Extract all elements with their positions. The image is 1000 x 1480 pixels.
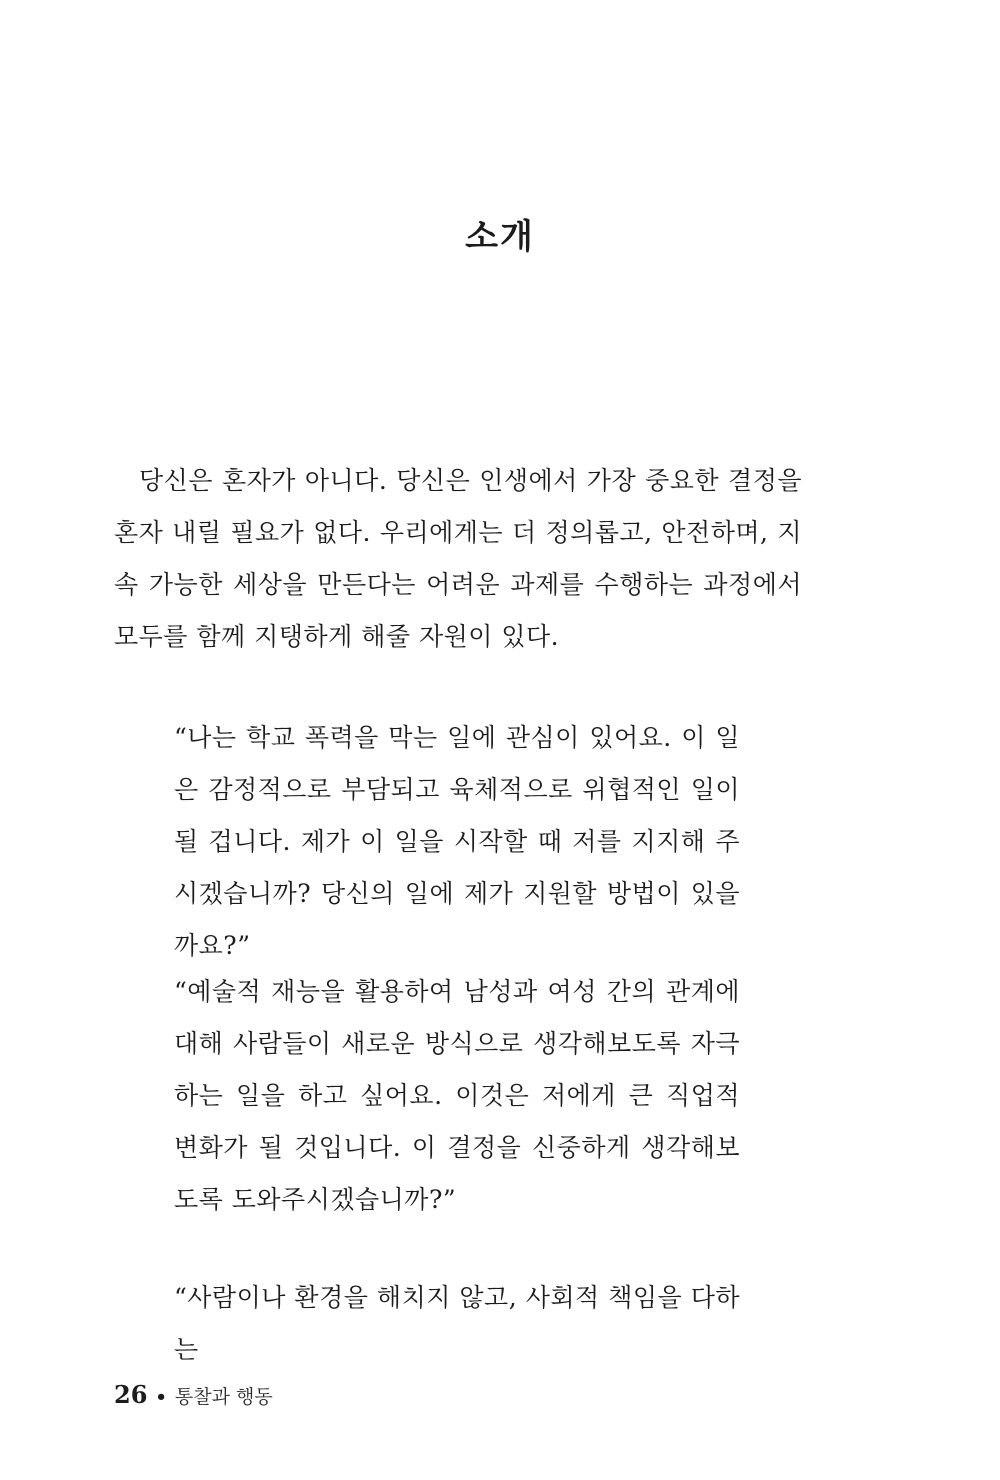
quote-social-responsibility: “사람이나 환경을 해치지 않고, 사회적 책임을 다하는: [174, 1283, 740, 1364]
quote-artistic-talent: “예술적 재능을 활용하여 남성과 여성 간의 관계에 대해 사람들이 새로운 방식으로 생각해보도록 자극하는 일을 하고 싶어요. 이것은 저에게 큰 직업적 변화가 될 것입니다. 이 결정을 신중하게 생각해보도록 도와주시겠습니까?”: [174, 977, 740, 1214]
intro-paragraph: 당신은 혼자가 아니다. 당신은 인생에서 가장 중요한 결정을 혼자 내릴 필요가 없다. 우리에게는 더 정의롭고, 안전하며, 지속 가능한 세상을 만든다는 어려운 과제를 수행하는 과정에서 모두를 함께 지탱하게 해줄 자원이 있다.: [114, 466, 802, 651]
quote-school-violence: “나는 학교 폭력을 막는 일에 관심이 있어요. 이 일은 감정적으로 부담되고 육체적으로 위협적인 일이 될 겁니다. 제가 이 일을 시작할 때 저를 지지해 주시겠습니까? 당신의 일에 제가 지원할 방법이 있을까요?”: [174, 723, 740, 960]
page-title: 소개: [465, 216, 535, 257]
running-book-title: 통찰과 행동: [174, 1386, 273, 1408]
page-number: 26: [114, 1380, 148, 1409]
footer-bullet: •: [155, 1387, 167, 1408]
page-footer: [114, 1380, 273, 1420]
